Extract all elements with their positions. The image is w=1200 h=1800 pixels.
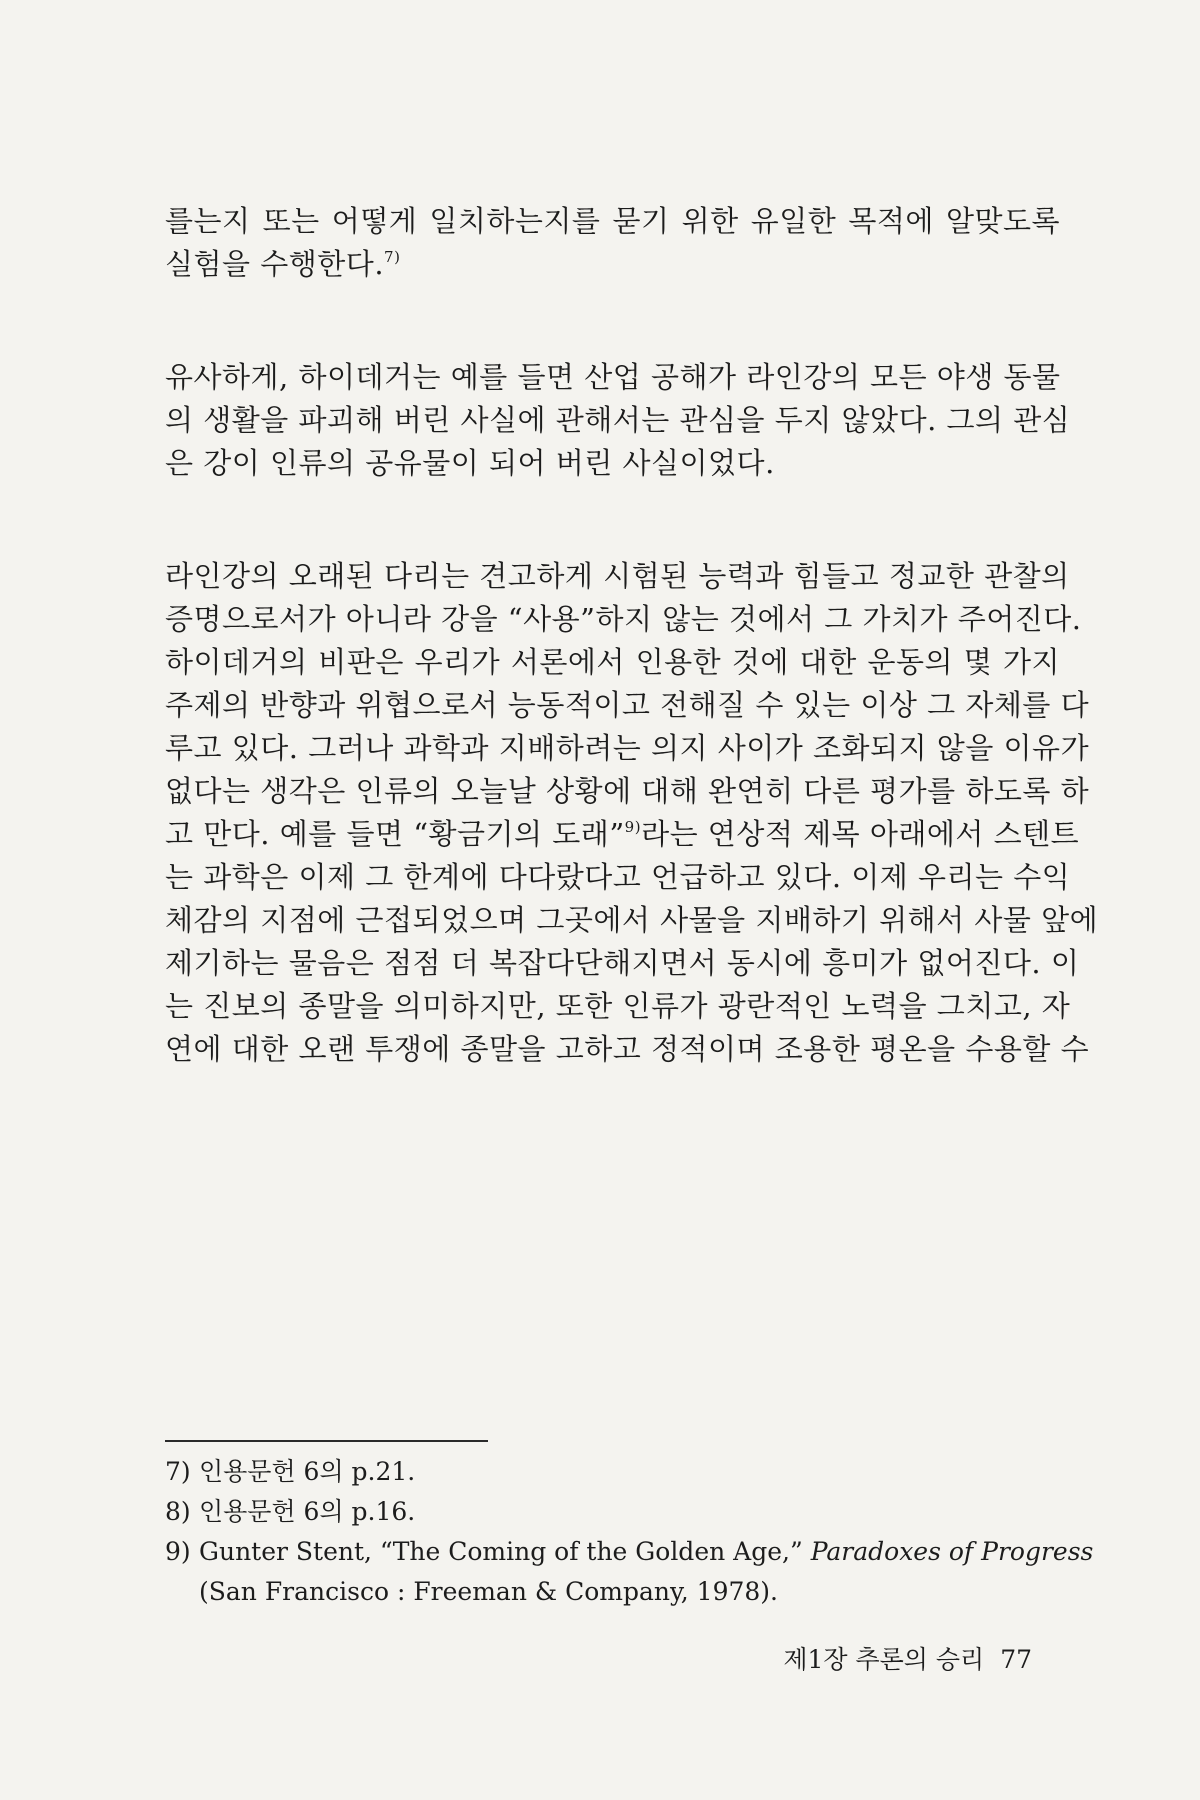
footnote-ref-7: 7) — [384, 248, 401, 266]
footnote-divider — [165, 1440, 488, 1442]
text-line: 없다는 생각은 인류의 오늘날 상황에 대해 완연히 다른 평가를 하도록 하 — [165, 774, 1090, 808]
footnote-ref-9: 9) — [624, 818, 642, 836]
running-footer — [783, 1640, 1032, 1676]
text-line: 제기하는 물음은 점점 더 복잡다단해지면서 동시에 흥미가 없어진다. 이 — [165, 946, 1080, 980]
text-line: 는 과학은 이제 그 한계에 다다랐다고 언급하고 있다. 이제 우리는 수익 — [165, 860, 1071, 894]
text-span: 라는 연상적 제목 아래에서 스텐트 — [641, 817, 1080, 851]
footnote-text: Gunter Stent, “The Coming of the Golden Age,” — [199, 1537, 811, 1566]
footnote-9 — [165, 1532, 1094, 1612]
footnote-number: 9) — [165, 1537, 191, 1566]
text-line: 를는지 또는 어떻게 일치하는지를 묻기 위한 유일한 목적에 알맞도록 — [165, 204, 1060, 238]
footnote-text: 인용문헌 6의 p.16. — [199, 1497, 416, 1526]
text-line: 는 진보의 종말을 의미하지만, 또한 인류가 광란적인 노력을 그치고, 자 — [165, 989, 1071, 1023]
text-line: 하이데거의 비판은 우리가 서론에서 인용한 것에 대한 운동의 몇 가지 — [165, 645, 1060, 679]
text-line: 증명으로서가 아니라 강을 “사용”하지 않는 것에서 그 가치가 주어진다. — [165, 602, 1082, 636]
text-line: 주제의 반향과 위협으로서 능동적이고 전해질 수 있는 이상 그 자체를 다 — [165, 688, 1090, 722]
text-line — [165, 813, 1080, 856]
footnote-7 — [165, 1452, 1065, 1492]
page-number: 77 — [1000, 1645, 1032, 1674]
text-line: 라인강의 오래된 다리는 견고하게 시험된 능력과 힘들고 정교한 관찰의 — [165, 559, 1070, 593]
footnote-number: 7) — [165, 1457, 191, 1486]
text-span: 고 만다. 예를 들면 “황금기의 도래” — [165, 817, 625, 851]
text-line: 의 생활을 파괴해 버린 사실에 관해서는 관심을 두지 않았다. 그의 관심 — [165, 403, 1071, 437]
text-line: 유사하게, 하이데거는 예를 들면 산업 공해가 라인강의 모든 야생 동물 — [165, 360, 1061, 394]
footnote-8 — [165, 1492, 1065, 1532]
text-line: 연에 대한 오랜 투쟁에 종말을 고하고 정적이며 조용한 평온을 수용할 수 — [165, 1032, 1090, 1066]
text-line: 체감의 지점에 근접되었으며 그곳에서 사물을 지배하기 위해서 사물 앞에 — [165, 903, 1099, 937]
book-title: Paradoxes of Progress — [810, 1537, 1094, 1566]
chapter-title: 제1장 추론의 승리 — [783, 1645, 985, 1674]
footnote-number: 8) — [165, 1497, 191, 1526]
text-line: 루고 있다. 그러나 과학과 지배하려는 의지 사이가 조화되지 않을 이유가 — [165, 731, 1090, 765]
text-span: 실험을 수행한다. — [165, 247, 385, 281]
paragraph-2 — [165, 356, 1071, 485]
footnotes — [165, 1452, 1094, 1612]
paragraph-3 — [165, 555, 1099, 1071]
text-line — [165, 243, 1060, 286]
footnote-text: 인용문헌 6의 p.21. — [199, 1457, 416, 1486]
text-line: 은 강이 인류의 공유물이 되어 버린 사실이었다. — [165, 446, 775, 480]
paragraph-1 — [165, 200, 1060, 286]
footnote-text-continued: (San Francisco : Freeman & Company, 1978). — [199, 1577, 778, 1606]
